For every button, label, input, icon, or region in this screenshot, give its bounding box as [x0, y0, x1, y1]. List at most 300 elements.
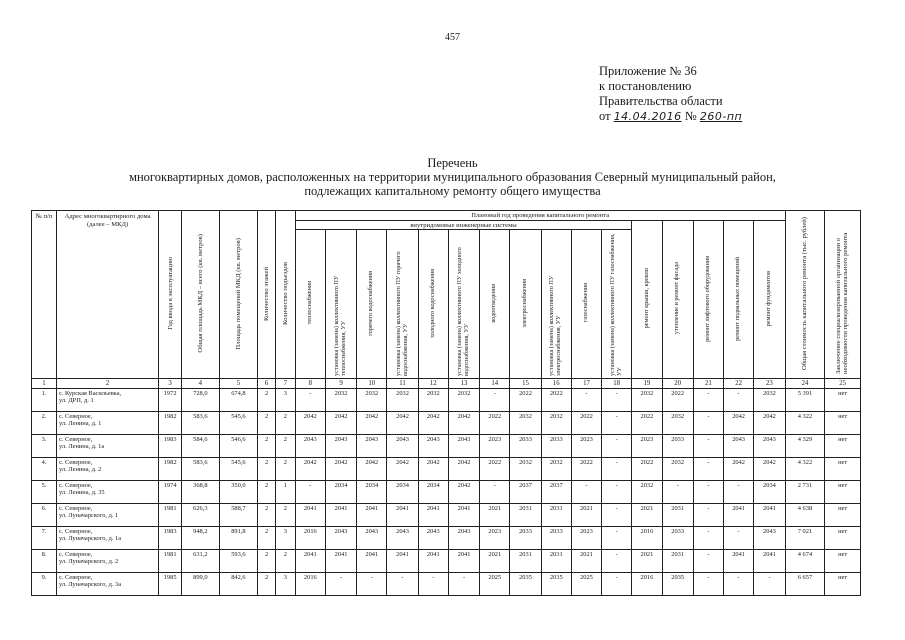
row-year: 1983 [159, 527, 182, 550]
column-numbers-row [32, 379, 861, 389]
row-repair-year: 2041 [387, 504, 418, 527]
row-repair-year: 2025 [480, 573, 510, 596]
row-repair-year: - [602, 573, 632, 596]
header-electric-pu: установка (замена) коллективного ПУ электроснабжения, УУ [541, 230, 571, 379]
table-row [32, 412, 861, 435]
table-row [32, 527, 861, 550]
row-repair-year: 2042 [325, 412, 356, 435]
header-cost: Общая стоимость капитального ремонта (тыс. рублей) [785, 211, 825, 379]
header-elevator: ремонт лифтового оборудования [693, 221, 723, 379]
table-body [32, 379, 861, 596]
row-repair-year: 2041 [325, 550, 356, 573]
table-row [32, 435, 861, 458]
row-premises-area: 588,7 [219, 504, 258, 527]
row-cost: 4 322 [785, 412, 825, 435]
row-repair-year: 2042 [418, 412, 448, 435]
row-repair-year: 2041 [448, 504, 479, 527]
row-repair-year: - [693, 389, 723, 412]
date-value: 14.04.2016 [613, 110, 682, 123]
column-number: 19 [632, 379, 662, 389]
row-repair-year: 2043 [357, 527, 387, 550]
row-cost: 7 021 [785, 527, 825, 550]
header-engineering: внутридомовые инженерные системы [295, 221, 632, 230]
row-address [57, 573, 159, 596]
row-conclusion: нет [825, 435, 861, 458]
header-entrances: Количество подъездов [275, 211, 295, 379]
row-repair-year: 2016 [295, 573, 325, 596]
address-line-1: с. Северное, [59, 413, 93, 420]
appendix-date-line [599, 109, 742, 124]
row-premises-area: 350,0 [219, 481, 258, 504]
row-repair-year: 2032 [325, 389, 356, 412]
row-repair-year: 2032 [632, 481, 662, 504]
row-repair-year: 2042 [325, 458, 356, 481]
row-floors: 2 [258, 550, 276, 573]
column-number: 24 [785, 379, 825, 389]
table-row [32, 389, 861, 412]
address-line-1: с. Северное, [59, 505, 93, 512]
header-sewer: водоотведения [480, 230, 510, 379]
row-repair-year: 2043 [418, 435, 448, 458]
row-repair-year: 2035 [510, 573, 541, 596]
row-repair-year: 2041 [357, 550, 387, 573]
row-repair-year: 2042 [754, 412, 785, 435]
row-repair-year: 2022 [480, 412, 510, 435]
row-repair-year: 2041 [448, 550, 479, 573]
row-number: 4. [32, 458, 57, 481]
row-repair-year: 2032 [357, 389, 387, 412]
repair-table [31, 210, 861, 596]
row-repair-year: - [602, 435, 632, 458]
row-repair-year: 2042 [754, 458, 785, 481]
column-number: 13 [448, 379, 479, 389]
column-number: 17 [571, 379, 601, 389]
row-repair-year: - [693, 412, 723, 435]
row-repair-year: 2042 [418, 458, 448, 481]
row-repair-year: 2031 [510, 550, 541, 573]
row-repair-year: - [602, 550, 632, 573]
row-address [57, 504, 159, 527]
row-repair-year: 2023 [480, 435, 510, 458]
address-line-1: с. Курская Васильевка, [59, 390, 122, 397]
header-roof: ремонт крыши, кровли [632, 221, 662, 379]
row-repair-year: 2022 [510, 389, 541, 412]
row-repair-year: - [295, 389, 325, 412]
row-repair-year: - [480, 389, 510, 412]
row-repair-year: 2041 [295, 550, 325, 573]
header-gas-pu: установка (замена) коллективного ПУ газоснабжения, УУ [602, 230, 632, 379]
row-repair-year: - [602, 504, 632, 527]
row-cost: 4 638 [785, 504, 825, 527]
row-repair-year: 2042 [448, 458, 479, 481]
header-address: Адрес многоквартирного дома (далее – МКД) [57, 211, 159, 379]
row-repair-year: 2042 [448, 481, 479, 504]
row-conclusion: нет [825, 389, 861, 412]
row-total-area: 368,8 [182, 481, 220, 504]
column-number: 15 [510, 379, 541, 389]
row-repair-year: 2032 [754, 389, 785, 412]
row-cost: 2 731 [785, 481, 825, 504]
row-repair-year: - [724, 481, 754, 504]
row-number: 9. [32, 573, 57, 596]
row-premises-area: 674,8 [219, 389, 258, 412]
row-entrances: 3 [275, 527, 295, 550]
address-line-2: ул. ДРП, д. 1 [59, 397, 94, 405]
header-heat: теплоснабжения [295, 230, 325, 379]
date-prefix: от [599, 109, 611, 123]
row-cost: 4 322 [785, 458, 825, 481]
row-repair-year: - [602, 527, 632, 550]
row-repair-year: 2035 [541, 573, 571, 596]
row-repair-year: 2043 [724, 435, 754, 458]
address-line-1: с. Северное, [59, 436, 93, 443]
row-repair-year: - [448, 573, 479, 596]
row-repair-year: 2032 [632, 389, 662, 412]
document-title [0, 156, 905, 198]
row-total-area: 584,6 [182, 435, 220, 458]
row-repair-year: 2041 [724, 550, 754, 573]
row-repair-year: 2032 [418, 389, 448, 412]
row-premises-area: 546,6 [219, 435, 258, 458]
row-repair-year: - [480, 481, 510, 504]
header-total-area: Общая площадь МКД – всего (кв. метров) [182, 211, 220, 379]
row-floors: 2 [258, 412, 276, 435]
row-repair-year: - [693, 550, 723, 573]
header-num: № п/п [32, 211, 57, 379]
row-repair-year: 2042 [357, 412, 387, 435]
row-number: 1. [32, 389, 57, 412]
column-number: 21 [693, 379, 723, 389]
row-repair-year: 2023 [480, 527, 510, 550]
row-repair-year: 2042 [724, 412, 754, 435]
row-number: 5. [32, 481, 57, 504]
row-repair-year: - [418, 573, 448, 596]
row-repair-year: 2032 [510, 412, 541, 435]
header-floors: Количество этажей [258, 211, 276, 379]
row-repair-year: 2041 [754, 504, 785, 527]
row-number: 2. [32, 412, 57, 435]
table-row [32, 458, 861, 481]
table-row [32, 550, 861, 573]
title-line-1: Перечень [427, 156, 478, 170]
row-repair-year: 2022 [480, 458, 510, 481]
row-repair-year: 2033 [662, 435, 693, 458]
row-year: 1974 [159, 481, 182, 504]
address-line-2: ул. Ленина, д. 1а [59, 443, 105, 451]
row-repair-year: 2032 [541, 458, 571, 481]
row-repair-year: 2043 [418, 527, 448, 550]
column-number: 5 [219, 379, 258, 389]
address-line-2: ул. Ленина, д. 1 [59, 420, 102, 428]
row-conclusion: нет [825, 458, 861, 481]
row-repair-year: 2032 [510, 458, 541, 481]
header-premises-area: Площадь помещений МКД (кв. метров) [219, 211, 258, 379]
row-year: 1981 [159, 550, 182, 573]
row-conclusion: нет [825, 481, 861, 504]
row-entrances: 3 [275, 389, 295, 412]
row-repair-year: - [571, 481, 601, 504]
header-foundation: ремонт фундаментов [754, 221, 785, 379]
header-electric: электроснабжения [510, 230, 541, 379]
row-repair-year: 2043 [295, 435, 325, 458]
row-repair-year: - [602, 458, 632, 481]
row-repair-year: - [387, 573, 418, 596]
appendix-line-3: Правительства области [599, 94, 723, 108]
header-hot-water: горячего водоснабжения [357, 230, 387, 379]
row-premises-area: 891,8 [219, 527, 258, 550]
row-premises-area: 593,6 [219, 550, 258, 573]
address-line-2: ул. Ленина, д. 35 [59, 489, 105, 497]
table-row [32, 573, 861, 596]
row-repair-year: 2041 [724, 504, 754, 527]
row-repair-year: 2034 [754, 481, 785, 504]
column-number: 7 [275, 379, 295, 389]
header-gas: газоснабжения [571, 230, 601, 379]
row-repair-year: 2043 [387, 435, 418, 458]
row-repair-year: - [602, 412, 632, 435]
row-repair-year: 2032 [662, 412, 693, 435]
row-total-area: 899,0 [182, 573, 220, 596]
row-repair-year: - [357, 573, 387, 596]
row-premises-area: 545,6 [219, 412, 258, 435]
row-repair-year: 2033 [510, 435, 541, 458]
row-repair-year: 2037 [510, 481, 541, 504]
row-repair-year: 2042 [357, 458, 387, 481]
row-repair-year: 2021 [571, 504, 601, 527]
row-cost: 4 674 [785, 550, 825, 573]
row-repair-year: 2021 [480, 550, 510, 573]
row-repair-year: 2023 [571, 527, 601, 550]
address-line-1: с. Северное, [59, 528, 93, 535]
column-number: 23 [754, 379, 785, 389]
row-repair-year: 2042 [387, 458, 418, 481]
row-repair-year: 2031 [662, 550, 693, 573]
row-total-area: 583,6 [182, 458, 220, 481]
row-floors: 2 [258, 573, 276, 596]
appendix-line-2: к постановлению [599, 79, 692, 93]
address-line-2: ул. Луначарского, д. 1а [59, 535, 122, 543]
row-repair-year: 2042 [295, 458, 325, 481]
row-entrances: 2 [275, 504, 295, 527]
row-repair-year: 2022 [662, 389, 693, 412]
row-floors: 2 [258, 435, 276, 458]
header-facade: утепление и ремонт фасада [662, 221, 693, 379]
row-repair-year: 2037 [541, 481, 571, 504]
row-floors: 2 [258, 527, 276, 550]
row-repair-year: - [754, 573, 785, 596]
row-repair-year: 2032 [448, 389, 479, 412]
row-year: 1983 [159, 435, 182, 458]
title-line-3: подлежащих капитальному ремонту общего имущества [304, 184, 601, 198]
row-repair-year: 2023 [632, 435, 662, 458]
header-year: Год ввода в эксплуатацию [159, 211, 182, 379]
table-wrapper [31, 210, 861, 596]
column-number: 18 [602, 379, 632, 389]
address-line-1: с. Северное, [59, 551, 93, 558]
column-number: 4 [182, 379, 220, 389]
row-repair-year: 2021 [632, 504, 662, 527]
row-conclusion: нет [825, 550, 861, 573]
address-line-2: ул. Луначарского, д. 2 [59, 558, 119, 566]
row-repair-year: 2016 [295, 527, 325, 550]
column-number: 14 [480, 379, 510, 389]
row-repair-year: 2041 [357, 504, 387, 527]
row-conclusion: нет [825, 527, 861, 550]
appendix-block [599, 64, 742, 124]
row-repair-year: 2034 [387, 481, 418, 504]
row-repair-year: 2042 [387, 412, 418, 435]
column-number: 22 [724, 379, 754, 389]
row-floors: 2 [258, 481, 276, 504]
row-repair-year: - [693, 527, 723, 550]
row-repair-year: 2043 [754, 435, 785, 458]
row-repair-year: 2022 [632, 412, 662, 435]
row-repair-year: 2022 [571, 412, 601, 435]
row-repair-year: - [295, 481, 325, 504]
row-repair-year: - [325, 573, 356, 596]
address-line-2: ул. Ленина, д. 2 [59, 466, 102, 474]
row-entrances: 2 [275, 550, 295, 573]
row-repair-year: 2041 [295, 504, 325, 527]
header-basement: ремонт подвальных помещений [724, 221, 754, 379]
page-number: 457 [445, 32, 460, 43]
header-planned-year: Плановый год проведения капитального ремонта [295, 211, 785, 221]
row-total-area: 626,3 [182, 504, 220, 527]
number-prefix: № [684, 109, 697, 123]
row-repair-year: 2033 [510, 527, 541, 550]
row-year: 1982 [159, 412, 182, 435]
header-heat-pu: установка (замена) коллективного ПУ теплоснабжения, УУ [325, 230, 356, 379]
row-number: 7. [32, 527, 57, 550]
row-repair-year: 2023 [571, 435, 601, 458]
table-row [32, 504, 861, 527]
address-line-1: с. Северное, [59, 482, 93, 489]
row-repair-year: 2043 [325, 435, 356, 458]
row-year: 1982 [159, 458, 182, 481]
row-repair-year: 2034 [325, 481, 356, 504]
title-line-2: многоквартирных домов, расположенных на территории муниципального образования Северный муниципальный район, [129, 170, 776, 184]
row-total-area: 631,2 [182, 550, 220, 573]
row-repair-year: 2034 [418, 481, 448, 504]
row-repair-year: 2022 [571, 458, 601, 481]
row-repair-year: 2042 [448, 412, 479, 435]
row-year: 1972 [159, 389, 182, 412]
header-cold-water-pu: установка (замена) коллективного ПУ холодного водоснабжения, УУ [448, 230, 479, 379]
row-total-area: 728,0 [182, 389, 220, 412]
row-repair-year: 2021 [632, 550, 662, 573]
row-repair-year: - [693, 435, 723, 458]
row-repair-year: - [724, 389, 754, 412]
row-repair-year: - [693, 458, 723, 481]
row-entrances: 2 [275, 412, 295, 435]
row-repair-year: 2043 [325, 527, 356, 550]
row-entrances: 1 [275, 481, 295, 504]
row-repair-year: 2043 [448, 527, 479, 550]
row-address [57, 435, 159, 458]
row-repair-year: 2016 [632, 573, 662, 596]
row-repair-year: 2034 [357, 481, 387, 504]
row-conclusion: нет [825, 573, 861, 596]
row-repair-year: - [571, 389, 601, 412]
column-number: 1 [32, 379, 57, 389]
column-number: 10 [357, 379, 387, 389]
number-value: 260-пп [699, 110, 743, 123]
row-premises-area: 842,6 [219, 573, 258, 596]
column-number: 8 [295, 379, 325, 389]
column-number: 16 [541, 379, 571, 389]
row-year: 1981 [159, 504, 182, 527]
row-total-area: 583,6 [182, 412, 220, 435]
row-repair-year: - [693, 573, 723, 596]
row-repair-year: 2031 [541, 504, 571, 527]
row-repair-year: 2041 [418, 550, 448, 573]
column-number: 9 [325, 379, 356, 389]
row-repair-year: - [724, 527, 754, 550]
row-premises-area: 545,6 [219, 458, 258, 481]
row-cost: 4 329 [785, 435, 825, 458]
row-repair-year: 2025 [571, 573, 601, 596]
column-number: 2 [57, 379, 159, 389]
row-total-area: 948,2 [182, 527, 220, 550]
header-cold-water: холодного водоснабжения [418, 230, 448, 379]
address-line-1: с. Северное, [59, 459, 93, 466]
row-conclusion: нет [825, 504, 861, 527]
address-line-1: с. Северное, [59, 574, 93, 581]
address-line-2: ул. Луначарского, д. 3а [59, 581, 122, 589]
row-address [57, 412, 159, 435]
row-repair-year: 2042 [724, 458, 754, 481]
column-number: 20 [662, 379, 693, 389]
table-row [32, 481, 861, 504]
row-repair-year: 2021 [480, 504, 510, 527]
row-entrances: 3 [275, 573, 295, 596]
column-number: 12 [418, 379, 448, 389]
row-number: 6. [32, 504, 57, 527]
row-cost: 5 391 [785, 389, 825, 412]
row-repair-year: 2033 [662, 527, 693, 550]
column-number: 11 [387, 379, 418, 389]
row-repair-year: - [602, 389, 632, 412]
row-repair-year: 2041 [754, 550, 785, 573]
row-repair-year: 2035 [662, 573, 693, 596]
row-repair-year: 2043 [448, 435, 479, 458]
row-cost: 6 657 [785, 573, 825, 596]
row-repair-year: 2041 [325, 504, 356, 527]
row-repair-year: 2022 [541, 389, 571, 412]
row-repair-year: 2041 [387, 550, 418, 573]
row-repair-year: - [693, 481, 723, 504]
row-repair-year: 2042 [295, 412, 325, 435]
row-repair-year: - [693, 504, 723, 527]
appendix-line-1: Приложение № 36 [599, 64, 697, 78]
row-number: 8. [32, 550, 57, 573]
row-repair-year: 2033 [541, 527, 571, 550]
row-year: 1985 [159, 573, 182, 596]
row-floors: 2 [258, 389, 276, 412]
header-conclusion: Заключение специализированной организации о необходимости проведения капитального ремонта [825, 211, 861, 379]
row-repair-year: 2043 [754, 527, 785, 550]
row-number: 3. [32, 435, 57, 458]
row-repair-year: - [662, 481, 693, 504]
column-number: 25 [825, 379, 861, 389]
header-hot-water-pu: установка (замена) коллективного ПУ горячего водоснабжения, УУ [387, 230, 418, 379]
row-repair-year: 2016 [632, 527, 662, 550]
row-repair-year: 2043 [357, 435, 387, 458]
row-floors: 2 [258, 458, 276, 481]
row-repair-year: 2033 [541, 435, 571, 458]
row-repair-year: 2031 [541, 550, 571, 573]
row-repair-year: 2031 [662, 504, 693, 527]
